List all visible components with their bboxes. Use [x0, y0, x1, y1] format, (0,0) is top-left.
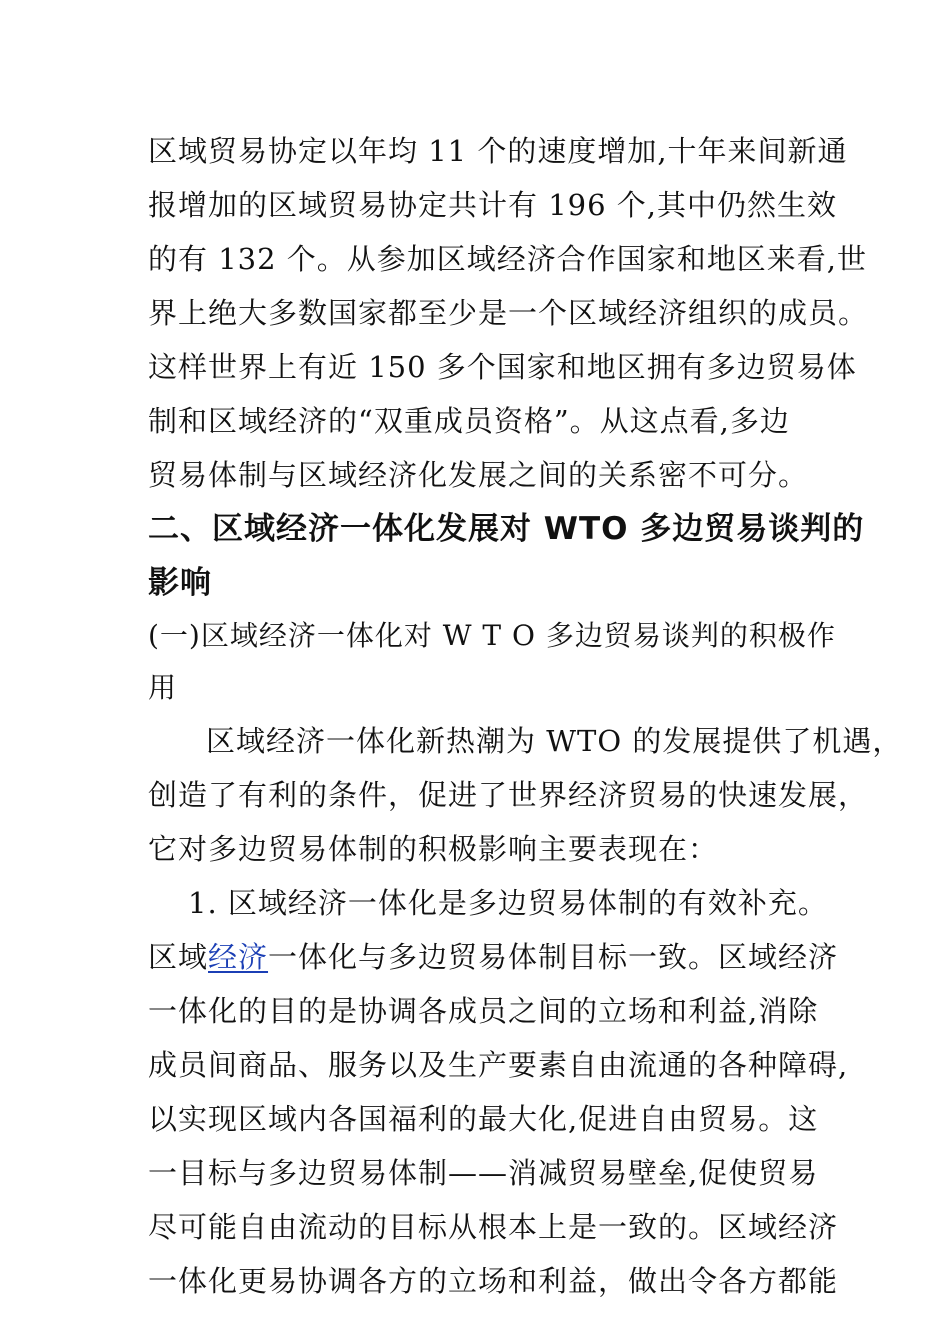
- text-line: 一体化更易协调各方的立场和利益，做出令各方都能: [148, 1264, 839, 1298]
- subheading-line: 用: [148, 671, 178, 704]
- text-line: 界上绝大多数国家都至少是一个区域经济组织的成员。: [148, 296, 869, 330]
- text-line: 成员间商品、服务以及生产要素自由流通的各种障碍,: [148, 1048, 849, 1082]
- subheading-line: (一)区域经济一体化对 W T O 多边贸易谈判的积极作: [148, 619, 836, 652]
- point-title: 1. 区域经济一体化是多边贸易体制的有效补充。: [188, 886, 828, 920]
- heading-line: 二、区域经济一体化发展对 WTO 多边贸易谈判的: [148, 511, 865, 547]
- text-before-link: 区域: [148, 940, 209, 974]
- text-line: 这样世界上有近 150 多个国家和地区拥有多边贸易体: [148, 350, 857, 384]
- text-line: 尽可能自由流动的目标从根本上是一致的。区域经济: [148, 1210, 839, 1244]
- subsection-heading: [148, 610, 836, 714]
- section-heading: [148, 502, 865, 610]
- text-line: 贸易体制与区域经济化发展之间的关系密不可分。: [148, 458, 809, 492]
- text-line: 的有 132 个。从参加区域经济合作国家和地区来看,世: [148, 242, 868, 276]
- point-one: [148, 876, 849, 1308]
- text-line: 以实现区域内各国福利的最大化,促进自由贸易。这: [148, 1102, 819, 1136]
- text-line: 一目标与多边贸易体制——消减贸易壁垒,促使贸易: [148, 1156, 819, 1190]
- document-body: [148, 124, 903, 1308]
- text-line: 制和区域经济的“双重成员资格”。从这点看,多边: [148, 404, 790, 438]
- text-line: 一体化的目的是协调各成员之间的立场和利益,消除: [148, 994, 819, 1028]
- paragraph-rta-growth: [148, 124, 869, 502]
- economy-link[interactable]: 经济: [208, 940, 269, 974]
- text-line: 区域贸易协定以年均 11 个的速度增加,十年来间新通: [148, 134, 848, 168]
- text-line: 区域经济一体化新热潮为 WTO 的发展提供了机遇，: [206, 724, 903, 758]
- paragraph-positive-effects: [148, 714, 903, 876]
- text-after-link: 一体化与多边贸易体制目标一致。区域经济: [268, 940, 839, 974]
- text-line: 报增加的区域贸易协定共计有 196 个,其中仍然生效: [148, 188, 838, 222]
- text-line: 它对多边贸易体制的积极影响主要表现在：: [148, 832, 719, 866]
- text-line-with-link: [148, 930, 839, 984]
- text-line: 创造了有利的条件，促进了世界经济贸易的快速发展，: [148, 778, 869, 812]
- heading-line: 影响: [148, 565, 212, 601]
